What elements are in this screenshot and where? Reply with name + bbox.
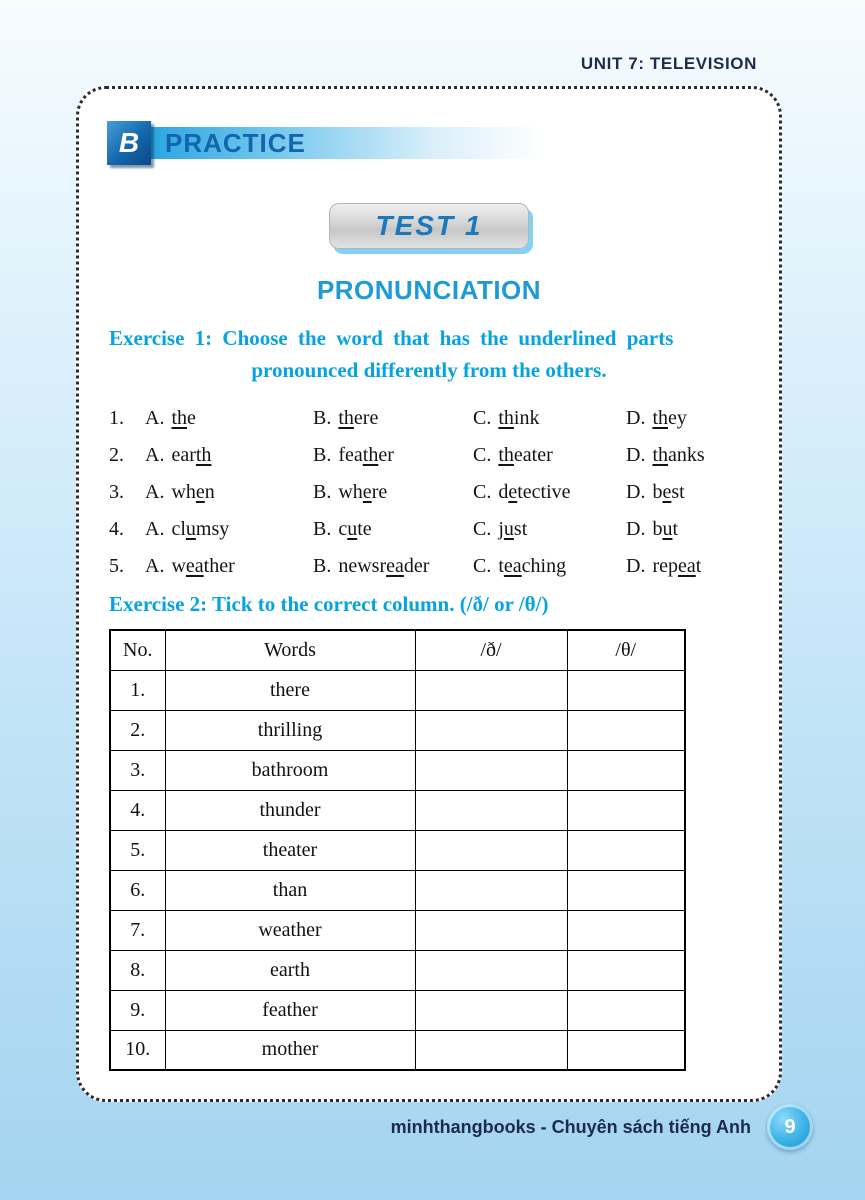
word-post: n — [204, 481, 215, 503]
exercise1-questions — [79, 407, 779, 578]
option-label: C. — [473, 481, 492, 503]
question-number: 3. — [109, 481, 124, 503]
question-number: 1. — [109, 407, 124, 429]
word-underlined: e — [362, 481, 372, 503]
content-panel — [76, 86, 782, 1102]
tick-cell-voiced[interactable] — [415, 990, 567, 1030]
option-label: A. — [145, 407, 165, 429]
option-label: C. — [473, 518, 492, 540]
word-underlined: th — [338, 407, 354, 429]
footer-text: minhthangbooks - Chuyên sách tiếng Anh — [390, 1116, 751, 1137]
option-a[interactable] — [145, 444, 313, 467]
word-post: eater — [513, 444, 553, 466]
tick-cell-voiced[interactable] — [415, 710, 567, 750]
word-pre: t — [498, 555, 504, 577]
row-word: than — [165, 870, 415, 910]
option-c[interactable] — [473, 555, 626, 578]
option-word — [652, 444, 704, 466]
question-row — [79, 518, 779, 541]
row-word: thrilling — [165, 710, 415, 750]
row-word: theater — [165, 830, 415, 870]
option-d[interactable] — [626, 444, 779, 467]
option-d[interactable] — [626, 481, 779, 504]
option-label: B. — [313, 407, 332, 429]
question-row — [79, 444, 779, 467]
row-word: earth — [165, 950, 415, 990]
word-pre: j — [498, 518, 504, 540]
tick-cell-voiced[interactable] — [415, 910, 567, 950]
option-word — [498, 444, 552, 466]
word-underlined: e — [662, 481, 672, 503]
row-number: 5. — [110, 830, 165, 870]
tick-cell-voiceless[interactable] — [567, 830, 685, 870]
word-pre: wh — [338, 481, 363, 503]
col-header-words: Words — [165, 630, 415, 670]
word-underlined: u — [662, 518, 673, 540]
word-post: anks — [668, 444, 705, 466]
option-word — [652, 518, 678, 540]
word-pre: w — [171, 555, 186, 577]
option-word — [652, 481, 684, 503]
option-word — [338, 444, 394, 466]
option-b[interactable] — [313, 555, 473, 578]
tick-cell-voiceless[interactable] — [567, 1030, 685, 1070]
option-word — [171, 444, 211, 466]
option-d[interactable] — [626, 407, 779, 430]
exercise2-table — [109, 629, 686, 1071]
tick-cell-voiced[interactable] — [415, 870, 567, 910]
word-post: ey — [668, 407, 687, 429]
row-number: 2. — [110, 710, 165, 750]
word-underlined: u — [347, 518, 358, 540]
option-label: A. — [145, 518, 165, 540]
word-post: der — [403, 555, 430, 577]
word-underlined: th — [171, 407, 188, 429]
option-b[interactable] — [313, 518, 473, 541]
word-pre: newsr — [338, 555, 387, 577]
word-post: st — [671, 481, 685, 503]
option-b[interactable] — [313, 444, 473, 467]
tick-cell-voiceless[interactable] — [567, 990, 685, 1030]
section-title: PRACTICE — [165, 127, 306, 158]
col-header-voiced-th: /ð/ — [415, 630, 567, 670]
table-row — [110, 990, 685, 1030]
table-row — [110, 830, 685, 870]
tick-cell-voiceless[interactable] — [567, 710, 685, 750]
exercise1-title — [79, 326, 779, 383]
question-number: 2. — [109, 444, 124, 466]
word-underlined: th — [652, 407, 669, 429]
word-underlined: ea — [503, 555, 522, 577]
option-c[interactable] — [473, 518, 626, 541]
row-word: feather — [165, 990, 415, 1030]
option-a[interactable] — [145, 518, 313, 541]
option-a[interactable] — [145, 407, 313, 430]
option-word — [652, 555, 701, 577]
option-word — [498, 518, 527, 540]
row-word: bathroom — [165, 750, 415, 790]
option-word — [652, 407, 686, 429]
word-post: st — [513, 518, 528, 540]
tick-cell-voiced[interactable] — [415, 1030, 567, 1070]
word-underlined: th — [362, 444, 379, 466]
exercise2-title: Exercise 2: Tick to the correct column. (/ð/ or /θ/) — [109, 592, 549, 616]
word-post: msy — [195, 518, 230, 540]
option-label: B. — [313, 555, 332, 577]
word-post: e — [187, 407, 196, 429]
option-word — [171, 555, 234, 577]
word-underlined: e — [195, 481, 205, 503]
row-word: thunder — [165, 790, 415, 830]
option-c[interactable] — [473, 407, 626, 430]
option-word — [171, 481, 214, 503]
word-underlined: th — [498, 407, 514, 429]
word-pre: d — [498, 481, 509, 503]
option-word — [171, 407, 195, 429]
question-number: 5. — [109, 555, 124, 577]
exercise1-title-line1: Exercise 1: Choose the word that has the underlined parts — [109, 326, 674, 350]
page-number: 9 — [784, 1115, 796, 1138]
question-row — [79, 481, 779, 504]
tick-cell-voiced[interactable] — [415, 830, 567, 870]
tick-cell-voiceless[interactable] — [567, 670, 685, 710]
word-underlined: u — [503, 518, 514, 540]
word-underlined: ea — [678, 555, 696, 577]
table-row — [110, 870, 685, 910]
option-label: C. — [473, 555, 492, 577]
option-label: D. — [626, 407, 646, 429]
test-banner-wrap — [79, 203, 779, 249]
option-label: A. — [145, 444, 165, 466]
row-number: 3. — [110, 750, 165, 790]
option-a[interactable] — [145, 555, 313, 578]
option-word — [498, 407, 539, 429]
option-c[interactable] — [473, 444, 626, 467]
row-word: weather — [165, 910, 415, 950]
word-underlined: th — [195, 444, 212, 466]
table-row — [110, 910, 685, 950]
option-label: D. — [626, 481, 646, 503]
word-post: t — [672, 518, 679, 540]
table-row — [110, 950, 685, 990]
option-word — [338, 481, 387, 503]
option-label: B. — [313, 444, 332, 466]
tick-cell-voiced[interactable] — [415, 790, 567, 830]
table-row — [110, 1030, 685, 1070]
question-row — [79, 555, 779, 578]
word-pre: b — [652, 481, 663, 503]
section-header — [107, 121, 779, 165]
option-c[interactable] — [473, 481, 626, 504]
option-d[interactable] — [626, 518, 779, 541]
word-underlined: ea — [386, 555, 404, 577]
tick-cell-voiceless[interactable] — [567, 750, 685, 790]
footer — [391, 1104, 813, 1150]
test-1-label: TEST 1 — [375, 210, 483, 241]
pronunciation-heading: PRONUNCIATION — [316, 275, 542, 305]
tick-cell-voiced[interactable] — [415, 950, 567, 990]
option-word — [338, 407, 378, 429]
tick-cell-voiced[interactable] — [415, 750, 567, 790]
option-label: A. — [145, 555, 165, 577]
col-header-no: No. — [110, 630, 165, 670]
word-underlined: th — [652, 444, 669, 466]
tick-cell-voiced[interactable] — [415, 670, 567, 710]
option-label: D. — [626, 444, 646, 466]
option-label: B. — [313, 481, 332, 503]
option-d[interactable] — [626, 555, 779, 578]
row-number: 1. — [110, 670, 165, 710]
word-post: t — [695, 555, 702, 577]
page-number-badge — [767, 1104, 813, 1150]
tick-cell-voiceless[interactable] — [567, 870, 685, 910]
word-pre: c — [338, 518, 348, 540]
option-word — [498, 481, 570, 503]
option-label: D. — [626, 555, 646, 577]
option-word — [498, 555, 566, 577]
word-post: er — [378, 444, 394, 466]
row-number: 6. — [110, 870, 165, 910]
word-pre: ear — [171, 444, 196, 466]
row-number: 7. — [110, 910, 165, 950]
table-header-row — [110, 630, 685, 670]
option-label: C. — [473, 407, 492, 429]
word-post: ere — [353, 407, 379, 429]
question-number: 4. — [109, 518, 124, 540]
test-1-banner — [329, 203, 529, 249]
word-post: te — [357, 518, 372, 540]
option-a[interactable] — [145, 481, 313, 504]
option-label: B. — [313, 518, 332, 540]
question-row — [79, 407, 779, 430]
row-word: there — [165, 670, 415, 710]
row-number: 9. — [110, 990, 165, 1030]
table-row — [110, 790, 685, 830]
tick-cell-voiceless[interactable] — [567, 950, 685, 990]
option-word — [338, 555, 429, 577]
table-row — [110, 750, 685, 790]
word-post: ink — [513, 407, 540, 429]
word-pre: rep — [652, 555, 678, 577]
tick-cell-voiceless[interactable] — [567, 910, 685, 950]
col-header-voiceless-th: /θ/ — [567, 630, 685, 670]
option-label: C. — [473, 444, 492, 466]
word-pre: cl — [171, 518, 186, 540]
table-row — [110, 710, 685, 750]
row-number: 8. — [110, 950, 165, 990]
word-pre: b — [652, 518, 663, 540]
word-pre: fea — [338, 444, 363, 466]
section-title-strip — [151, 127, 543, 159]
row-number: 10. — [110, 1030, 165, 1070]
word-post: ching — [521, 555, 567, 577]
word-underlined: ea — [185, 555, 204, 577]
word-underlined: e — [508, 481, 518, 503]
option-label: A. — [145, 481, 165, 503]
tick-cell-voiceless[interactable] — [567, 790, 685, 830]
row-word: mother — [165, 1030, 415, 1070]
exercise1-title-line2: pronounced differently from the others. — [251, 358, 607, 382]
section-badge: B — [107, 121, 151, 165]
word-underlined: u — [185, 518, 196, 540]
table-row — [110, 670, 685, 710]
option-b[interactable] — [313, 481, 473, 504]
unit-header: UNIT 7: TELEVISION — [580, 54, 757, 73]
word-post: re — [371, 481, 388, 503]
word-post: ther — [203, 555, 235, 577]
row-number: 4. — [110, 790, 165, 830]
option-word — [171, 518, 229, 540]
option-b[interactable] — [313, 407, 473, 430]
word-pre: wh — [171, 481, 196, 503]
option-word — [338, 518, 371, 540]
option-label: D. — [626, 518, 646, 540]
word-underlined: th — [498, 444, 514, 466]
word-post: tective — [517, 481, 571, 503]
